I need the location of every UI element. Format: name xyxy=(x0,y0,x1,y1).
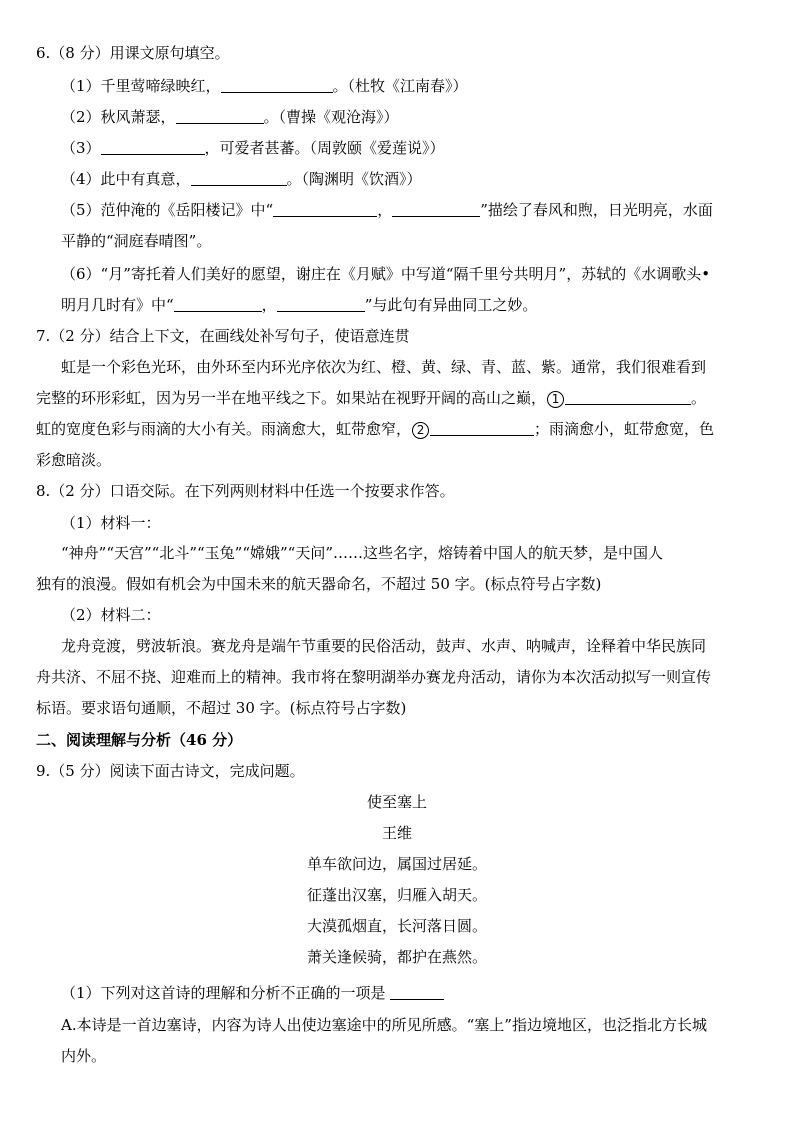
q6-item-6-line2: 明月几时有》中“ ， ”与此句有异曲同工之妙。 xyxy=(61,296,538,314)
q7-heading: 7.（2 分）结合上下文，在画线处补写句子，使语意连贯 xyxy=(36,327,410,345)
answer-blank[interactable] xyxy=(392,200,480,217)
q6-item-2: （2）秋风萧瑟， 。（曹操《观沧海》） xyxy=(61,108,399,126)
section-heading: 二、阅读理解与分析（46 分） xyxy=(36,731,243,749)
q7-paragraph-line4: 彩愈暗淡。 xyxy=(36,451,112,469)
circled-number-1: 1 xyxy=(547,391,564,408)
q6-item-5-line1: （5）范仲淹的《岳阳楼记》中“ ， ”描绘了春风和煦，日光明亮，水面 xyxy=(61,201,713,219)
poem-line: 萧关逢候骑，都护在燕然。 xyxy=(306,948,487,966)
q8-heading: 8.（2 分）口语交际。在下列两则材料中任选一个按要求作答。 xyxy=(36,482,455,500)
q8-material1-line1: “神舟”“天宫”“北斗”“玉兔”“嫦娥”“天问”……这些名字，熔铸着中国人的航天梦，是中国人 xyxy=(61,544,664,562)
answer-blank[interactable] xyxy=(191,169,287,186)
answer-blank[interactable] xyxy=(430,419,534,436)
q9-option-a-line1: A.本诗是一首边塞诗，内容为诗人出使边塞途中的所见所感。“塞上”指边境地区，也泛指北方长城 xyxy=(61,1016,707,1034)
q9-option-a-line2: 内外。 xyxy=(61,1047,107,1065)
q7-paragraph-line3: 虹的宽度色彩与雨滴的大小有关。雨滴愈大，虹带愈窄， 2 ；雨滴愈小，虹带愈宽，色 xyxy=(36,420,715,438)
q8-material2-line3: 标语。要求语句通顺，不超过 30 字。(标点符号占字数) xyxy=(36,699,407,717)
q6-item-6-line1: （6）“月”寄托着人们美好的愿望，谢庄在《月赋》中写道“隔千里兮共明月”，苏轼的《水调歌头• xyxy=(61,265,711,283)
poem-line: 征蓬出汉塞，归雁入胡天。 xyxy=(306,886,487,904)
q8-material2-label: （2）材料二： xyxy=(61,606,161,624)
answer-blank[interactable] xyxy=(221,76,333,93)
answer-blank[interactable] xyxy=(174,295,262,312)
poem-line: 单车欲问边，属国过居延。 xyxy=(306,855,487,873)
q6-heading: 6.（8 分）用课文原句填空。 xyxy=(36,44,230,62)
q8-material1-line2: 独有的浪漫。假如有机会为中国未来的航天器命名，不超过 50 字。(标点符号占字数) xyxy=(36,575,602,593)
answer-blank[interactable] xyxy=(101,138,205,155)
answer-blank[interactable] xyxy=(273,200,377,217)
q8-material1-label: （1）材料一： xyxy=(61,514,161,532)
q8-material2-line2: 舟共济、不屈不挠、迎难而上的精神。我市将在黎明湖举办赛龙舟活动，请你为本次活动拟写一则宣传 xyxy=(36,668,712,686)
q6-item-1: （1）千里莺啼绿映红， 。（杜牧《江南春》） xyxy=(61,77,468,95)
q7-paragraph-line2: 完整的环形彩虹，因为另一半在地平线之下。如果站在视野开阔的高山之巅， 1 。 xyxy=(36,389,707,407)
q9-subquestion-1: （1）下列对这首诗的理解和分析不正确的一项是 xyxy=(61,983,444,1003)
circled-number-2: 2 xyxy=(412,422,429,439)
answer-blank[interactable] xyxy=(176,107,264,124)
q9-heading: 9.（5 分）阅读下面古诗文，完成问题。 xyxy=(36,762,305,780)
q7-paragraph-line1: 虹是一个彩色光环，由外环至内环光序依次为红、橙、黄、绿、青、蓝、紫。通常，我们很难看到 xyxy=(61,358,707,376)
answer-blank[interactable] xyxy=(565,388,691,405)
poem-author: 王维 xyxy=(381,824,412,842)
answer-blank[interactable] xyxy=(390,983,444,1000)
q8-material2-line1: 龙舟竞渡，劈波斩浪。赛龙舟是端午节重要的民俗活动，鼓声、水声、呐喊声，诠释着中华民族同 xyxy=(61,637,707,655)
answer-blank[interactable] xyxy=(277,295,365,312)
q6-item-4: （4）此中有真意， 。（陶渊明《饮酒》） xyxy=(61,170,422,188)
poem-line: 大漠孤烟直，长河落日圆。 xyxy=(306,917,487,935)
q6-item-5-line2: 平静的“洞庭春晴图”。 xyxy=(61,232,212,250)
poem-title: 使至塞上 xyxy=(366,793,427,811)
q6-item-3: （3） ，可爱者甚蕃。（周敦颐《爱莲说》） xyxy=(61,139,445,157)
